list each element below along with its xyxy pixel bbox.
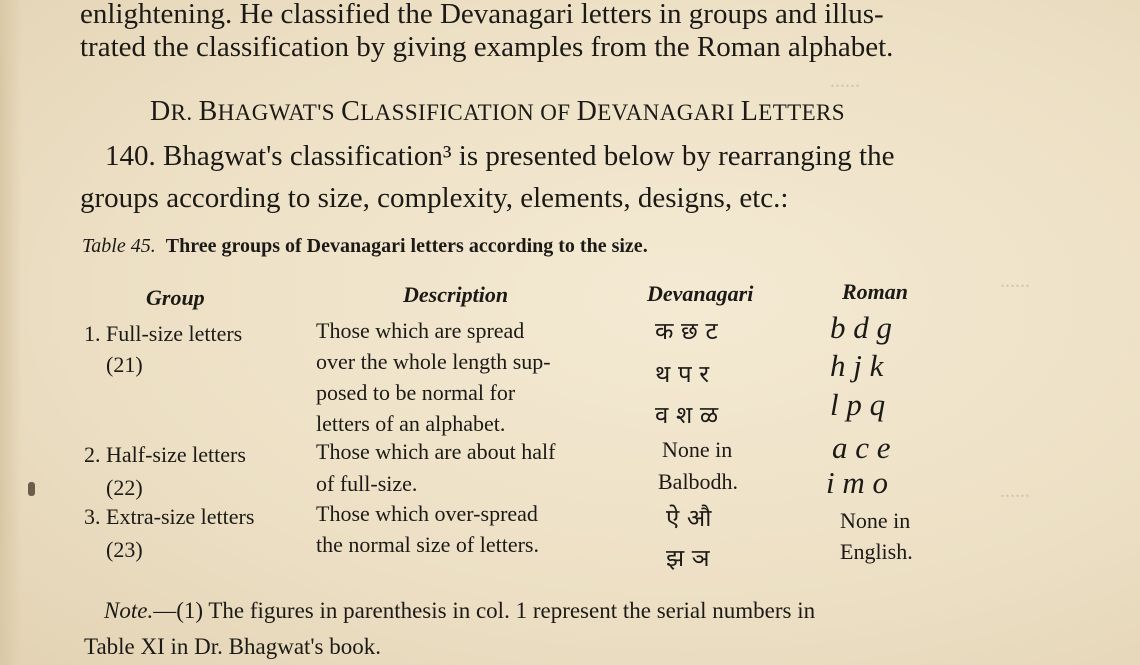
- bleed-through-text: ......: [830, 70, 860, 92]
- table-row-3-description: the normal size of letters.: [316, 532, 539, 557]
- column-header-group: Group: [146, 285, 205, 310]
- paragraph-line-1: 140. Bhagwat's classification³ is presented below by rearranging the: [105, 140, 895, 172]
- table-row-1-description: letters of an alphabet.: [316, 411, 506, 436]
- table-row-3-group: 3. Extra-size letters: [84, 504, 255, 529]
- section-heading: DR. BHAGWAT'S CLASSIFICATION OF DEVANAGARI LETTERS: [150, 96, 845, 127]
- table-caption-label: Table 45.: [82, 235, 156, 257]
- column-header-roman: Roman: [842, 279, 909, 304]
- table-row-3-description: Those which over-spread: [316, 501, 538, 526]
- table-row-1-roman: l p q: [830, 387, 886, 422]
- table-row-3-devanagari: ऐ औ: [666, 504, 712, 532]
- column-header-devanagari: Devanagari: [647, 281, 754, 306]
- margin-mark: [28, 482, 35, 496]
- bleed-through-text: ......: [1000, 480, 1030, 502]
- table-row-2-devanagari: Balbodh.: [658, 469, 739, 494]
- table-row-1-description: over the whole length sup-: [316, 349, 551, 374]
- table-row-2-description: of full-size.: [316, 471, 418, 496]
- note-line-2: Table XI in Dr. Bhagwat's book.: [84, 634, 382, 659]
- intro-line-1: enlightening. He classified the Devanagari letters in groups and illus-: [80, 0, 884, 30]
- table-row-2-devanagari: None in: [662, 437, 733, 462]
- bleed-through-text: ......: [1000, 270, 1030, 292]
- table-caption: [82, 235, 648, 258]
- table-row-2-group-serial: (22): [106, 475, 143, 500]
- table-row-2-description: Those which are about half: [316, 439, 556, 464]
- table-row-1-group: 1. Full-size letters: [84, 321, 243, 346]
- page-gutter-shadow: [0, 0, 22, 665]
- table-row-2-roman: i m o: [826, 465, 888, 500]
- note-line-1: Note.—(1) The figures in parenthesis in col. 1 represent the serial numbers in: [104, 598, 816, 623]
- table-row-1-devanagari: थ प र: [655, 360, 710, 388]
- table-row-1-roman: b d g: [830, 310, 892, 345]
- table-row-3-devanagari: झ ञ: [666, 544, 710, 572]
- table-row-1-description: Those which are spread: [316, 318, 525, 343]
- table-row-3-group-serial: (23): [106, 537, 143, 562]
- table-row-3-roman: None in: [840, 508, 911, 533]
- column-header-description: Description: [403, 282, 509, 307]
- note-label: Note.: [104, 598, 154, 623]
- paragraph-line-2: groups according to size, complexity, elements, designs, etc.:: [80, 182, 789, 214]
- table-caption-text: Three groups of Devanagari letters according to the size.: [165, 235, 648, 257]
- table-row-1-devanagari: व श ळ: [655, 401, 719, 429]
- table-row-1-roman: h j k: [830, 348, 884, 383]
- intro-line-2: trated the classification by giving examples from the Roman alphabet.: [80, 31, 894, 63]
- table-row-1-description: posed to be normal for: [316, 380, 516, 405]
- table-row-1-group-serial: (21): [106, 352, 143, 377]
- table-row-1-devanagari: क छ ट: [655, 317, 718, 345]
- table-row-2-group: 2. Half-size letters: [84, 442, 246, 467]
- table-row-3-roman: English.: [840, 539, 913, 564]
- table-row-2-roman: a c e: [832, 430, 891, 465]
